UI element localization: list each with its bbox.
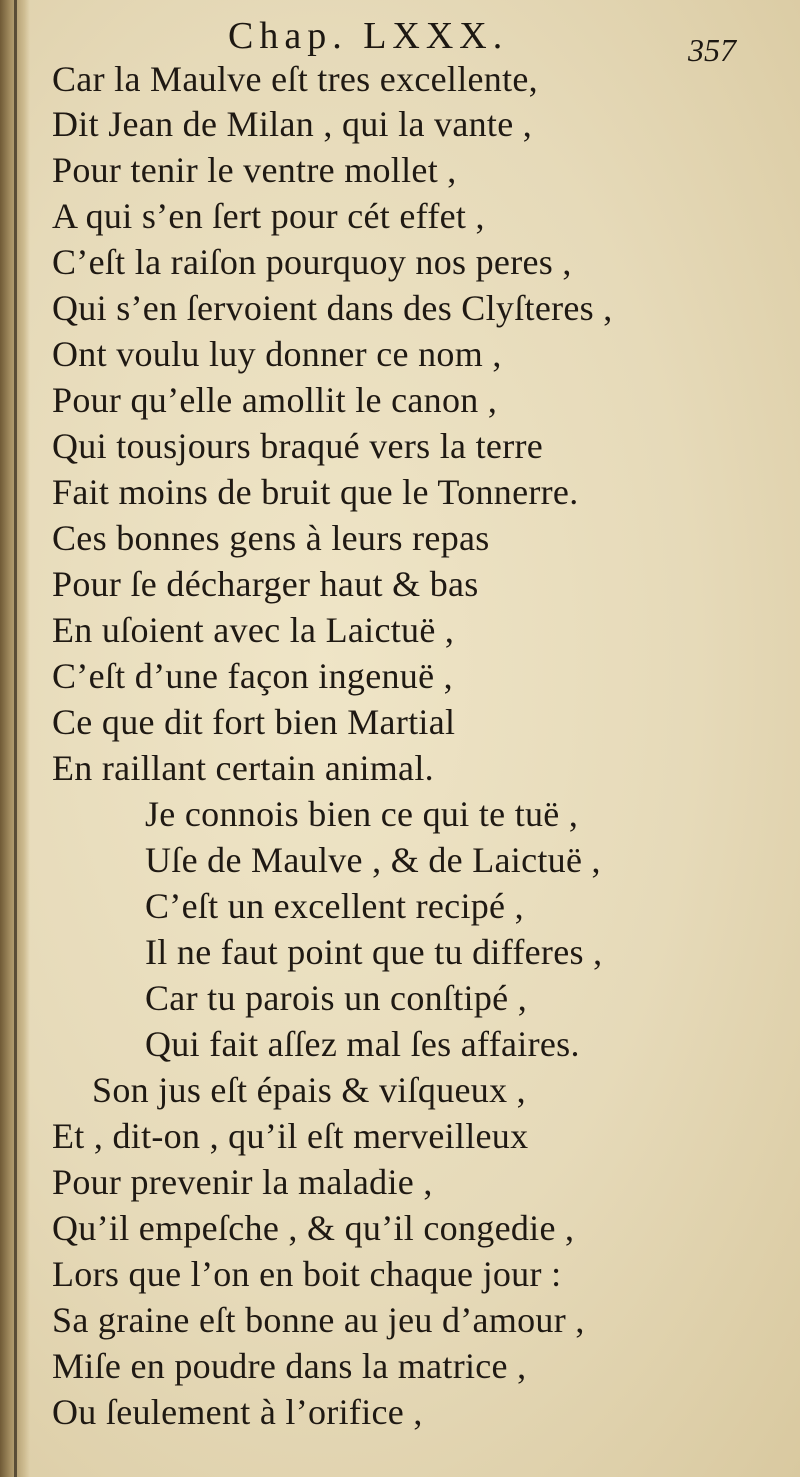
verse-line: C’eſt la raiſon pourquoy nos peres , — [52, 242, 572, 282]
verse-line: Car la Maulve eſt tres excellente, — [52, 59, 538, 99]
verse-line: En raillant certain animal. — [52, 748, 434, 788]
running-head: Chap. LXXX. — [228, 15, 509, 57]
verse-line: Ces bonnes gens à leurs repas — [52, 518, 490, 558]
verse-line: Pour qu’elle amollit le canon , — [52, 380, 498, 420]
page-number: 357 — [688, 32, 736, 68]
verse-line: Miſe en poudre dans la matrice , — [52, 1346, 527, 1386]
verse-line: Qui fait aſſez mal ſes affaires. — [145, 1024, 580, 1064]
verse-line: Il ne faut point que tu differes , — [145, 932, 603, 972]
verse-line: Pour tenir le ventre mollet , — [52, 150, 457, 190]
verse-line: C’eſt d’une façon ingenuë , — [52, 656, 453, 696]
verse-line: A qui s’en ſert pour cét effet , — [52, 196, 485, 236]
verse-line: Uſe de Maulve , & de Laictuë , — [145, 840, 601, 880]
verse-line: Lors que l’on en boit chaque jour : — [52, 1254, 562, 1294]
verse-line: Ont voulu luy donner ce nom , — [52, 334, 502, 374]
verse-line: Pour prevenir la maladie , — [52, 1162, 433, 1202]
binding-edge — [14, 0, 17, 1477]
verse-line: Car tu parois un conſtipé , — [145, 978, 528, 1018]
verse-line: C’eſt un excellent recipé , — [145, 886, 524, 926]
verse-line: Son jus eſt épais & viſqueux , — [92, 1070, 526, 1110]
verse-line: Fait moins de bruit que le Tonnerre. — [52, 472, 579, 512]
verse-line: Qui tousjours braqué vers la terre — [52, 426, 544, 466]
verse-line: Ce que dit fort bien Martial — [52, 702, 456, 742]
verse-line: Et , dit-on , qu’il eſt merveilleux — [52, 1116, 529, 1156]
verse-line: En uſoient avec la Laictuë , — [52, 610, 455, 650]
page-header — [0, 14, 800, 68]
verse-line: Qu’il empeſche , & qu’il congedie , — [52, 1208, 575, 1248]
verse-line: Ou ſeulement à l’orifice , — [52, 1392, 423, 1432]
verse-line: Dit Jean de Milan , qui la vante , — [52, 104, 533, 144]
verse-line: Pour ſe décharger haut & bas — [52, 564, 479, 604]
verse-line: Qui s’en ſervoient dans des Clyſteres , — [52, 288, 613, 328]
verse-line: Je connois bien ce qui te tuë , — [145, 794, 579, 834]
verse-line: Sa graine eſt bonne au jeu d’amour , — [52, 1300, 585, 1340]
